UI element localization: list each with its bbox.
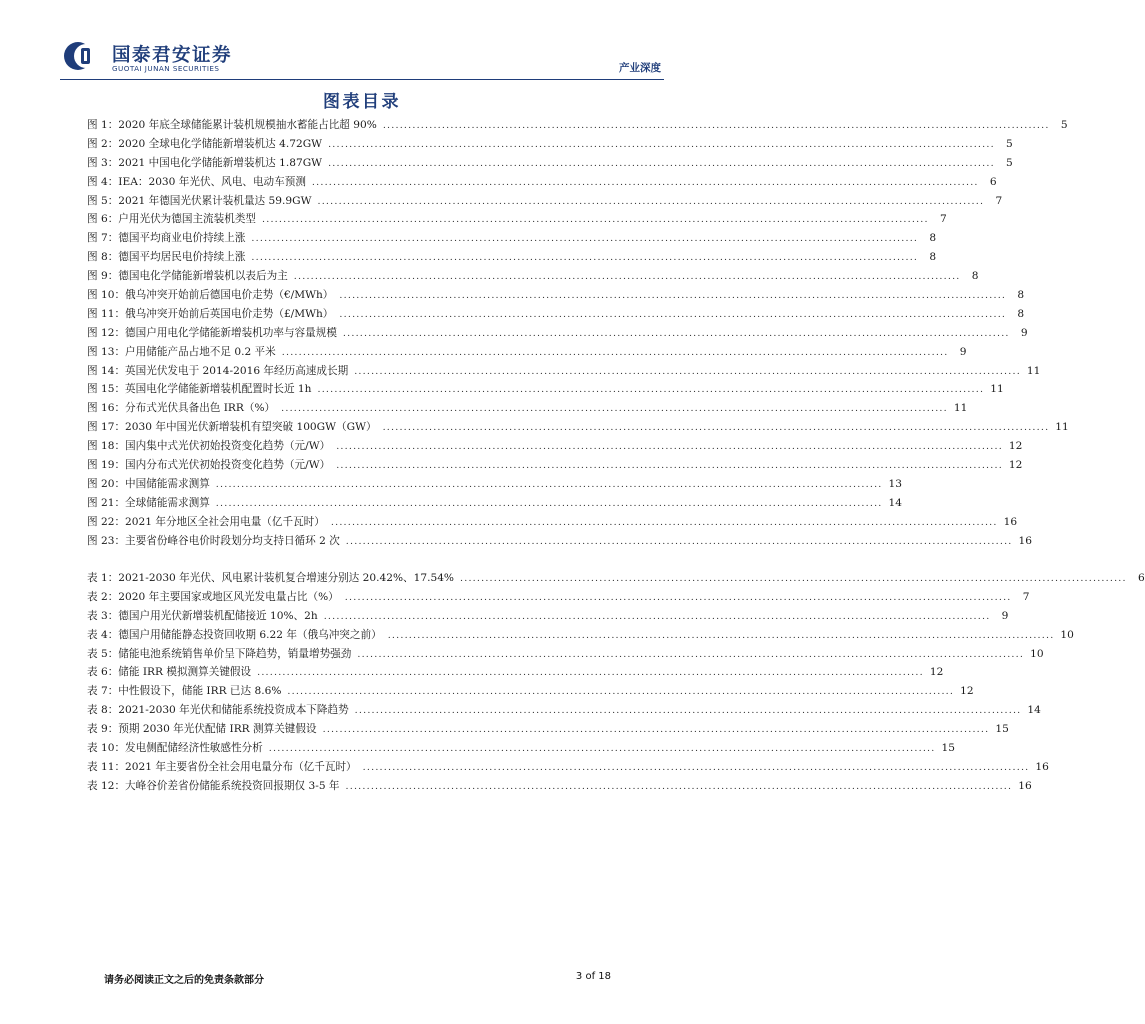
toc-table-entry[interactable] (87, 758, 1049, 777)
dot-leader: .............................................................................................................................................................. (330, 516, 998, 528)
toc-table-entry[interactable] (87, 682, 974, 701)
dot-leader: .............................................................................................................................................................. (328, 157, 995, 169)
toc-entry-label[interactable]: 表 4：德国户用储能静态投资回收期 6.22 年（俄乌冲突之前） (87, 628, 382, 641)
toc-table-entry[interactable] (87, 569, 1145, 588)
toc-table-entry[interactable] (87, 645, 1044, 664)
guotai-junan-logo-icon (62, 40, 102, 72)
toc-figure-entry[interactable] (87, 173, 997, 192)
toc-entry-label[interactable]: 图 22：2021 年分地区全社会用电量（亿千瓦时） (87, 515, 325, 528)
dot-leader: .............................................................................................................................................................. (281, 346, 949, 358)
toc-entry-label[interactable]: 表 11：2021 年主要省份全社会用电量分布（亿千瓦时） (87, 760, 357, 773)
dot-leader: .............................................................................................................................................................. (339, 290, 1007, 302)
toc-figure-entry[interactable] (87, 418, 1069, 437)
toc-entry-page[interactable]: 9 (959, 345, 967, 358)
toc-figure-entry[interactable] (87, 437, 1023, 456)
toc-entry-label[interactable]: 图 19：国内分布式光伏初始投资变化趋势（元/W） (87, 459, 331, 472)
dot-leader: .............................................................................................................................................................. (345, 780, 1013, 792)
toc-entry-label[interactable]: 图 23：主要省份峰谷电价时段划分均支持日循环 2 次 (87, 534, 340, 547)
toc-entry-page[interactable]: 9 (1001, 609, 1009, 622)
toc-entry-page[interactable]: 11 (1055, 421, 1069, 434)
toc-entry-label[interactable]: 表 7：中性假设下，储能 IRR 已达 8.6% (87, 685, 282, 698)
toc-figure-entry[interactable] (87, 154, 1013, 173)
toc-entry-label[interactable]: 表 5：储能电池系统销售单价呈下降趋势，销量增势强劲 (87, 647, 352, 660)
toc-entry-page[interactable]: 15 (941, 742, 955, 755)
toc-figure-entry[interactable] (87, 380, 1004, 399)
toc-entry-label[interactable]: 表 12：大峰谷价差省份储能系统投资回报期仅 3-5 年 (87, 779, 340, 792)
toc-entry-label[interactable]: 图 5：2021 年德国光伏累计装机量达 59.9GW (87, 194, 312, 207)
toc-figure-entry[interactable] (87, 362, 1041, 381)
dot-leader: .............................................................................................................................................................. (339, 308, 1007, 320)
toc-figure-entry[interactable] (87, 286, 1025, 305)
toc-entry-label[interactable]: 图 16：分布式光伏具备出色 IRR（%） (87, 402, 276, 415)
toc-entry-page[interactable]: 16 (1018, 779, 1032, 792)
toc-entry-page[interactable]: 7 (1022, 590, 1030, 603)
toc-entry-label[interactable]: 图 3：2021 中国电化学储能新增装机达 1.87GW (87, 156, 323, 169)
toc-entry-page[interactable]: 13 (888, 477, 903, 490)
toc-entry-label[interactable]: 图 8：德国平均居民电价持续上涨 (87, 251, 246, 264)
toc-entry-page[interactable]: 6 (1138, 572, 1145, 584)
toc-entry-page[interactable]: 8 (971, 270, 979, 283)
dot-leader: .............................................................................................................................................................. (251, 233, 919, 245)
toc-figure-entry[interactable] (87, 210, 947, 229)
dot-leader: .............................................................................................................................................................. (281, 403, 948, 415)
toc-entry-label[interactable]: 图 13：户用储能产品占地不足 0.2 平米 (87, 345, 276, 358)
toc-figure-entry[interactable] (87, 116, 1068, 135)
toc-entry-page[interactable]: 8 (1017, 289, 1025, 302)
dot-leader: .............................................................................................................................................................. (354, 705, 1022, 717)
toc-entry-page[interactable]: 11 (990, 383, 1004, 396)
toc-figure-entry[interactable] (87, 343, 967, 362)
toc-entry-label[interactable]: 表 2：2020 年主要国家或地区风光发电量占比（%） (87, 590, 339, 603)
toc-figure-entry[interactable] (87, 267, 979, 286)
toc-entry-page[interactable]: 16 (1003, 515, 1018, 528)
toc-entry-page[interactable]: 14 (1027, 704, 1041, 717)
toc-entry-page[interactable]: 15 (995, 723, 1009, 736)
toc-entry-page[interactable]: 7 (940, 213, 947, 226)
toc-entry-label[interactable]: 图 20：中国储能需求测算 (87, 477, 210, 490)
dot-leader: .............................................................................................................................................................. (382, 120, 1050, 131)
dot-leader: .............................................................................................................................................................. (215, 497, 883, 509)
dot-leader: .............................................................................................................................................................. (344, 591, 1012, 603)
toc-entry-label[interactable]: 图 17：2030 年中国光伏新增装机有望突破 100GW（GW） (87, 421, 377, 434)
dot-leader: .............................................................................................................................................................. (311, 176, 979, 188)
toc-entry-label[interactable]: 图 2：2020 全球电化学储能新增装机达 4.72GW (87, 137, 323, 150)
toc-figure-entry[interactable] (87, 305, 1025, 324)
toc-figure-entry[interactable] (87, 475, 903, 494)
toc-entry-label[interactable]: 表 3：德国户用光伏新增装机配储接近 10%、2h (87, 609, 318, 622)
dot-leader: .............................................................................................................................................................. (317, 195, 985, 207)
toc-entry-page[interactable]: 8 (1017, 307, 1025, 320)
toc-entry-label[interactable]: 图 7：德国平均商业电价持续上涨 (87, 232, 246, 245)
toc-figure-entry[interactable] (87, 324, 1028, 343)
toc-figure-entry[interactable] (87, 229, 937, 248)
toc-entry-label[interactable]: 图 9：德国电化学储能新增装机以表后为主 (87, 270, 288, 283)
toc-entry-page[interactable]: 10 (1060, 628, 1074, 641)
toc-entry-page[interactable]: 16 (1035, 760, 1049, 773)
dot-leader: .............................................................................................................................................................. (345, 535, 1013, 547)
dot-leader: .............................................................................................................................................................. (362, 761, 1030, 773)
toc-table-entry[interactable] (87, 777, 1032, 796)
toc-table-entry[interactable] (87, 607, 1009, 626)
report-type-label: 产业深度 (619, 62, 661, 74)
toc-entry-page[interactable]: 7 (995, 194, 1003, 207)
toc-table-entry[interactable] (87, 626, 1074, 645)
figure-list (87, 116, 1069, 550)
brand-name-en: GUOTAI JUNAN SECURITIES (112, 64, 220, 73)
toc-entry-label[interactable]: 图 12：德国户用电化学储能新增装机功率与容量规模 (87, 326, 337, 339)
dot-leader: .............................................................................................................................................................. (268, 743, 936, 755)
dot-leader: .............................................................................................................................................................. (293, 271, 961, 283)
toc-entry-page[interactable]: 9 (1020, 326, 1028, 339)
table-list (87, 569, 1145, 796)
toc-table-entry[interactable] (87, 720, 1009, 739)
toc-table-entry[interactable] (87, 701, 1041, 720)
dot-leader: .............................................................................................................................................................. (336, 460, 1003, 472)
toc-figure-entry[interactable] (87, 494, 903, 513)
header-divider (60, 79, 664, 80)
dot-leader: .............................................................................................................................................................. (287, 686, 955, 698)
toc-figure-entry[interactable] (87, 513, 1018, 532)
toc-figure-entry[interactable] (87, 135, 1013, 154)
toc-entry-label[interactable]: 图 18：国内集中式光伏初始投资变化趋势（元/W） (87, 440, 331, 453)
toc-figure-entry[interactable] (87, 399, 968, 418)
toc-entry-label[interactable]: 表 6：储能 IRR 模拟测算关键假设 (87, 666, 252, 679)
dot-leader: .............................................................................................................................................................. (323, 610, 991, 622)
toc-entry-label[interactable]: 图 11：俄乌冲突开始前后英国电价走势（£/MWh） (87, 307, 334, 320)
dot-leader: .............................................................................................................................................................. (257, 667, 924, 679)
dot-leader: .............................................................................................................................................................. (322, 724, 990, 736)
toc-entry-label[interactable]: 图 4：IEA：2030 年光伏、风电、电动车预测 (87, 175, 306, 188)
toc-entry-label[interactable]: 表 10：发电侧配储经济性敏感性分析 (87, 742, 263, 755)
page-indicator: 3 of 18 (575, 971, 611, 982)
dot-leader: .............................................................................................................................................................. (328, 138, 995, 150)
toc-figure-entry[interactable] (87, 456, 1023, 475)
toc-figure-entry[interactable] (87, 532, 1033, 551)
dot-leader: .............................................................................................................................................................. (251, 252, 919, 264)
toc-entry-label[interactable]: 图 6：户用光伏为德国主流装机类型 (87, 213, 257, 226)
toc-entry-page[interactable]: 5 (1006, 137, 1013, 150)
toc-entry-page[interactable]: 5 (1006, 156, 1013, 169)
dot-leader: .............................................................................................................................................................. (387, 629, 1055, 641)
toc-entry-label[interactable]: 图 15：英国电化学储能新增装机配置时长近 1h (87, 383, 312, 396)
toc-entry-page[interactable]: 8 (929, 251, 937, 264)
toc-entry-page[interactable]: 12 (1008, 440, 1023, 453)
dot-leader: .............................................................................................................................................................. (342, 327, 1010, 339)
toc-table-entry[interactable] (87, 739, 955, 758)
toc-figure-entry[interactable] (87, 248, 937, 267)
toc-entry-label[interactable]: 表 9：预期 2030 年光伏配储 IRR 测算关键假设 (87, 723, 317, 736)
toc-entry-label[interactable]: 图 21：全球储能需求测算 (87, 496, 210, 509)
toc-entry-page[interactable]: 12 (929, 666, 944, 679)
dot-leader: .............................................................................................................................................................. (317, 384, 985, 396)
toc-entry-label[interactable]: 图 10：俄乌冲突开始前后德国电价走势（€/MWh） (87, 289, 334, 302)
toc-entry-page[interactable]: 11 (1026, 364, 1041, 377)
toc-table-entry[interactable] (87, 588, 1030, 607)
toc-figure-entry[interactable] (87, 192, 1003, 211)
toc-entry-page[interactable]: 10 (1030, 647, 1044, 660)
dot-leader: .............................................................................................................................................................. (357, 648, 1025, 660)
brand-name-cn: 国泰君安证券 (112, 45, 233, 66)
toc-table-entry[interactable] (87, 663, 944, 682)
toc-entry-page[interactable]: 14 (888, 496, 903, 509)
dot-leader: .............................................................................................................................................................. (336, 441, 1003, 453)
footer-disclaimer: 请务必阅读正文之后的免责条款部分 (104, 975, 264, 986)
toc-entry-page[interactable]: 11 (953, 402, 968, 415)
toc-entry-page[interactable]: 12 (960, 685, 974, 698)
toc-entry-label[interactable]: 图 1：2020 年底全球储能累计装机规模抽水蓄能占比超 90% (87, 119, 377, 131)
dot-leader: .............................................................................................................................................................. (354, 365, 1021, 377)
page-header (0, 0, 724, 80)
toc-entry-label[interactable]: 图 14：英国光伏发电于 2014-2016 年经历高速成长期 (87, 364, 349, 377)
toc-entry-page[interactable]: 8 (929, 232, 937, 245)
toc-entry-page[interactable]: 6 (989, 175, 997, 188)
toc-entry-label[interactable]: 表 1：2021-2030 年光伏、风电累计装机复合增速分别达 20.42%、17.54% (87, 572, 455, 584)
dot-leader: .............................................................................................................................................................. (262, 214, 929, 226)
dot-leader: .............................................................................................................................................................. (215, 478, 883, 490)
dot-leader: .............................................................................................................................................................. (460, 573, 1127, 584)
toc-entry-page[interactable]: 16 (1018, 534, 1033, 547)
toc-title: 图表目录 (323, 92, 401, 112)
toc-entry-label[interactable]: 表 8：2021-2030 年光伏和储能系统投资成本下降趋势 (87, 704, 349, 717)
dot-leader: .............................................................................................................................................................. (382, 422, 1050, 434)
toc-entry-page[interactable]: 5 (1060, 119, 1068, 131)
toc-entry-page[interactable]: 12 (1008, 459, 1023, 472)
